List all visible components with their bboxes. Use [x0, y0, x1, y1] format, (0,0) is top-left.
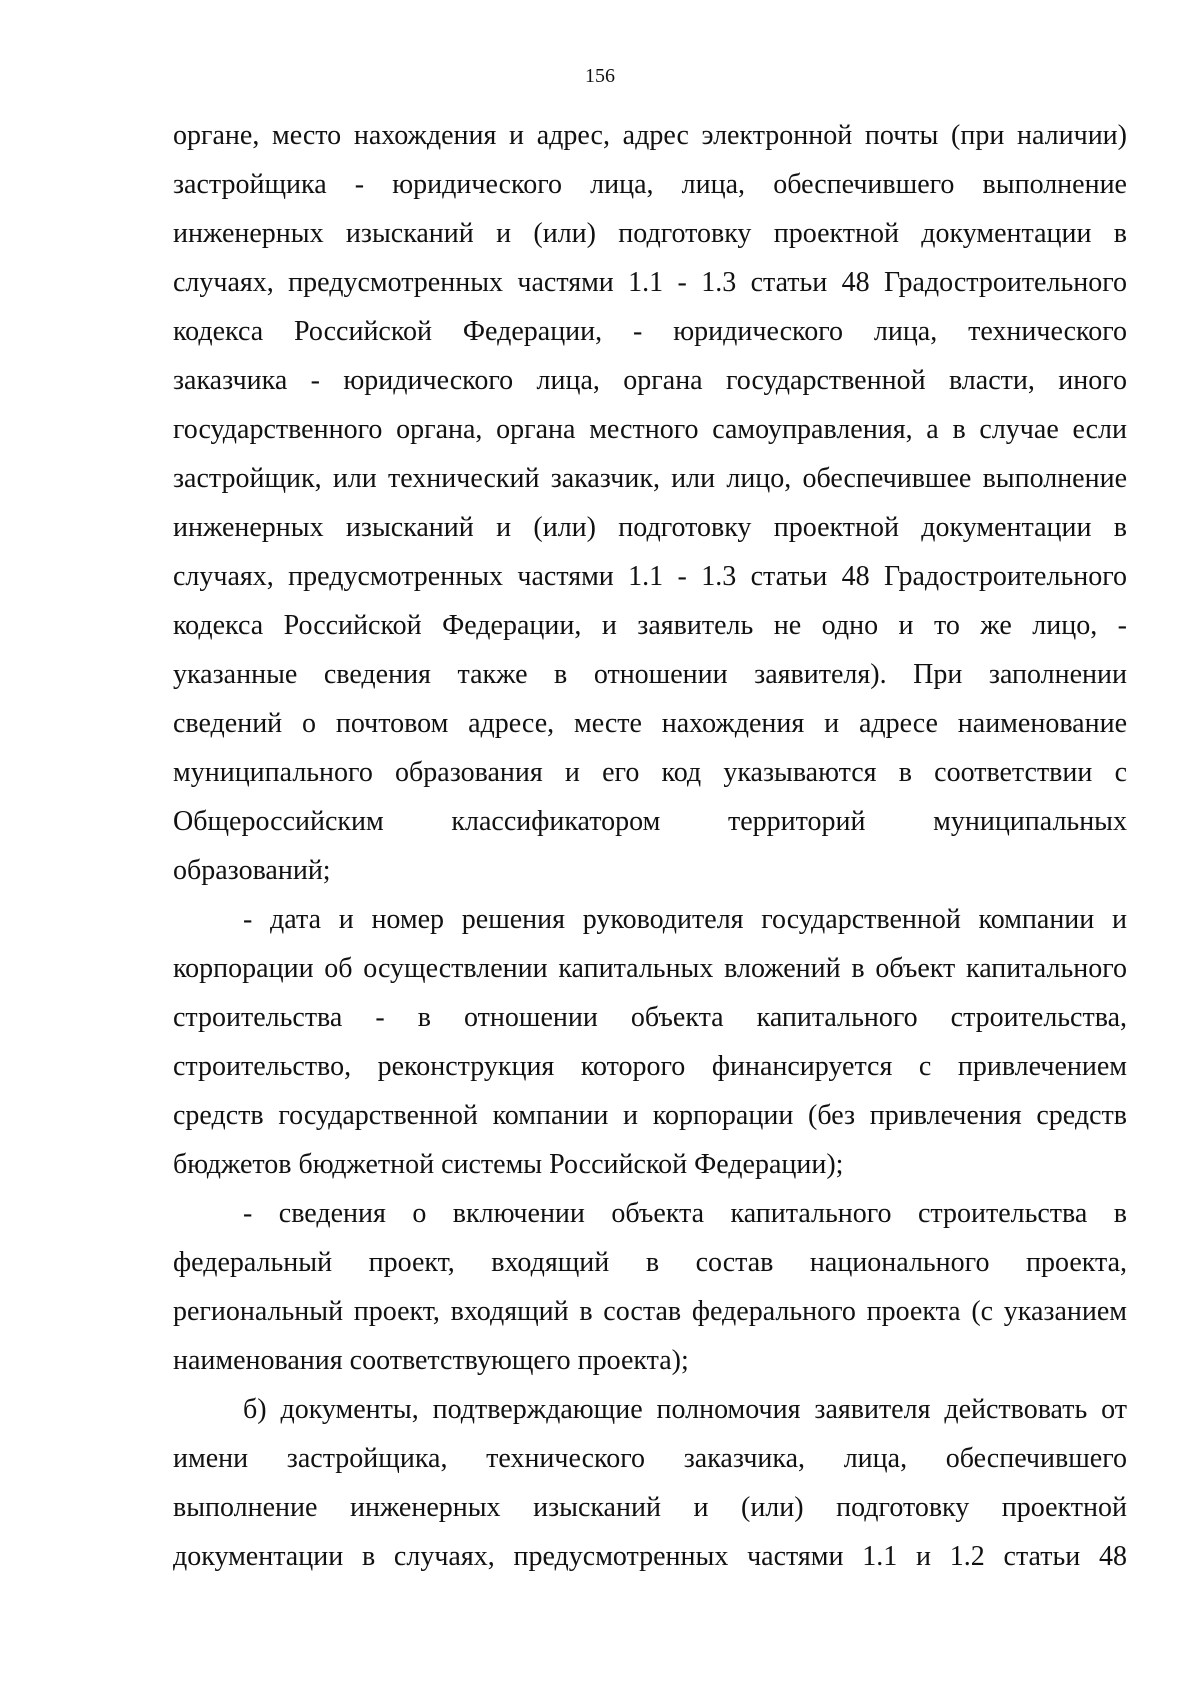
- text-line: строительства - в отношении объекта капитального строительства,: [173, 1002, 1127, 1033]
- text-line: имени застройщика, технического заказчика, лица, обеспечившего: [173, 1443, 1127, 1474]
- text-line: застройщика - юридического лица, лица, обеспечившего выполнение: [173, 169, 1127, 200]
- text-line: заказчика - юридического лица, органа государственной власти, иного: [173, 365, 1127, 396]
- text-line: кодекса Российской Федерации, - юридического лица, технического: [173, 316, 1127, 347]
- paragraph-authority-documents: [173, 1385, 1127, 1581]
- text-line: государственного органа, органа местного самоуправления, а в случае если: [173, 414, 1127, 445]
- text-line: муниципального образования и его код указываются в соответствии с: [173, 757, 1127, 788]
- text-line: - сведения о включении объекта капитального строительства в: [243, 1198, 1127, 1229]
- paragraph-federal-project: [173, 1189, 1127, 1385]
- text-line: корпорации об осуществлении капитальных вложений в объект капитального: [173, 953, 1127, 984]
- page-number: 156: [585, 65, 615, 87]
- text-line: сведений о почтовом адресе, месте нахождения и адресе наименование: [173, 708, 1127, 739]
- text-line: б) документы, подтверждающие полномочия заявителя действовать от: [243, 1394, 1127, 1425]
- text-line: наименования соответствующего проекта);: [173, 1345, 689, 1376]
- text-line: документации в случаях, предусмотренных частями 1.1 и 1.2 статьи 48: [173, 1541, 1127, 1572]
- text-line: органе, место нахождения и адрес, адрес электронной почты (при наличии): [173, 120, 1127, 151]
- text-line: случаях, предусмотренных частями 1.1 - 1.3 статьи 48 Градостроительного: [173, 267, 1127, 298]
- text-line: Общероссийским классификатором территорий муниципальных: [173, 806, 1127, 837]
- text-line: случаях, предусмотренных частями 1.1 - 1.3 статьи 48 Градостроительного: [173, 561, 1127, 592]
- text-line: федеральный проект, входящий в состав национального проекта,: [173, 1247, 1127, 1278]
- text-line: строительство, реконструкция которого финансируется с привлечением: [173, 1051, 1127, 1082]
- document-body: [173, 111, 1127, 1581]
- text-line: инженерных изысканий и (или) подготовку проектной документации в: [173, 218, 1127, 249]
- text-line: региональный проект, входящий в состав федерального проекта (с указанием: [173, 1296, 1127, 1327]
- text-line: застройщик, или технический заказчик, или лицо, обеспечившее выполнение: [173, 463, 1127, 494]
- paragraph-decision-date: [173, 895, 1127, 1189]
- text-line: бюджетов бюджетной системы Российской Федерации);: [173, 1149, 844, 1180]
- text-line: образований;: [173, 855, 331, 886]
- text-line: инженерных изысканий и (или) подготовку проектной документации в: [173, 512, 1127, 543]
- text-line: выполнение инженерных изысканий и (или) подготовку проектной: [173, 1492, 1127, 1523]
- text-line: - дата и номер решения руководителя государственной компании и: [243, 904, 1127, 935]
- paragraph-applicant-info: [173, 111, 1127, 895]
- text-line: кодекса Российской Федерации, и заявитель не одно и то же лицо, -: [173, 610, 1127, 641]
- text-line: указанные сведения также в отношении заявителя). При заполнении: [173, 659, 1127, 690]
- text-line: средств государственной компании и корпорации (без привлечения средств: [173, 1100, 1127, 1131]
